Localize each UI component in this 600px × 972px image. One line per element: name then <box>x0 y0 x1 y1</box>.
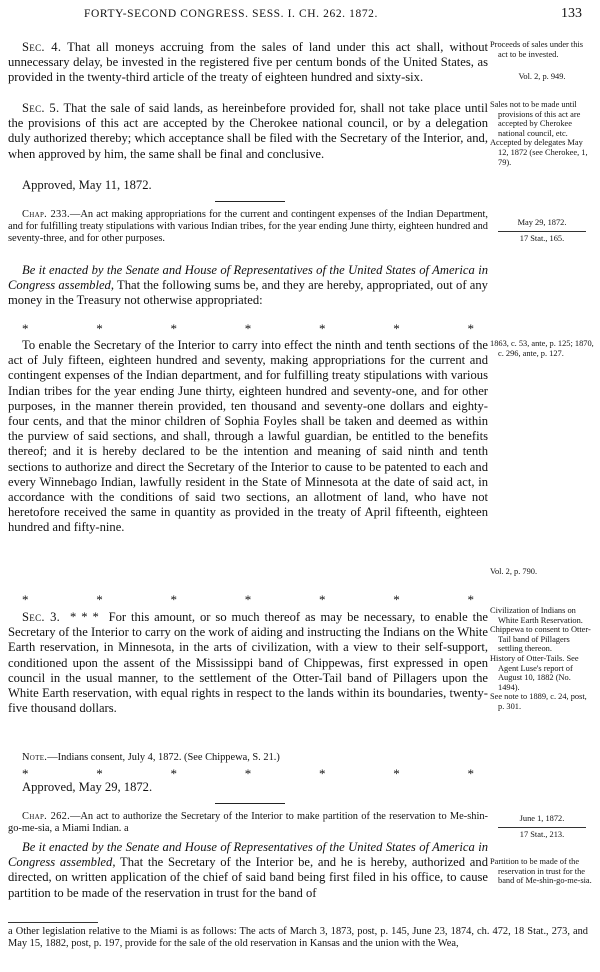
footnote: a Other legislation relative to the Miami is as follows: The acts of March 3, 1873, post, p. 145, June 23, 1874, ch. 472, 18 Stat., 273, and May 15, 1882, post, p. 197, provide for the sale of the old reservation in Kansas and the union with the Wea, <box>8 926 588 949</box>
margin-date: May 29, 1872. <box>517 218 567 227</box>
margin-note-sales <box>490 100 594 167</box>
section-text: That the sale of said lands, as hereinbefore provided for, shall not take place until the provisions of this act are accepted by the Cherokee national council, or by a delegation duly authorized thereby; which acceptance shall be filed with the Secretary of the Interior, and, when approved by him, the same shall be final and conclusive. <box>8 101 488 161</box>
omission-marks: * * * <box>70 610 99 624</box>
enacting-clause-262 <box>8 840 488 901</box>
star: * <box>96 592 103 607</box>
margin-text: Proceeds of sales under this act to be invested. <box>490 40 584 59</box>
star: * <box>319 321 326 336</box>
approval-may-11 <box>8 178 488 193</box>
note-label: Note. <box>22 752 48 763</box>
margin-text: Civilization of Indians on White Earth Reservation. <box>490 606 583 625</box>
margin-note-proceeds <box>490 40 594 59</box>
chapter-description: —An act making appropriations for the current and contingent expenses of the Indian Department, and for fulfilling treaty stipulations with various Indian tribes, for the year ending June thirty, eighteen hundred and seventy-three, and for other purposes. <box>8 209 488 244</box>
star: * <box>319 766 326 781</box>
section-label: Sec. 3. <box>22 610 61 624</box>
margin-date: June 1, 1872. <box>519 814 565 823</box>
section-text: For this amount, or so much thereof as may be necessary, to enable the Secretary of the Interior to carry on the work of aiding and instructing the Indians on the White Earth reservation, in Minnesota, in the arts of civilization, with a view to their self-support, conditioned upon the assent of the Mississippi band of Chippewas, first expressed in open council in the usual manner, to the settlement of the Otter-Tail band of Pillagers upon the White Earth reservation, with equal rights in respect to the lands within its boundaries, twenty-five thousand dollars. <box>8 610 488 716</box>
star: * <box>96 321 103 336</box>
running-header <box>0 6 600 28</box>
enacting-formula: Be it enacted by the Senate and House of Representatives of the United States of America in Congress assembled, <box>8 840 488 870</box>
section-3 <box>8 610 488 716</box>
margin-text: Partition to be made of the reservation in trust for the band of Me-shin-go-me-sia. <box>490 857 592 886</box>
section-4 <box>8 40 488 86</box>
chapter-description: —An act to authorize the Secretary of the Interior to make partition of the reservation to Me-shin-go-me-sia, a Miami Indian. a <box>8 811 488 834</box>
margin-citation: 17 Stat., 165. <box>519 233 565 243</box>
margin-text: Vol. 2, p. 790. <box>490 567 538 576</box>
omission-stars <box>8 593 488 606</box>
margin-note-date-233 <box>490 218 594 243</box>
star: * <box>319 592 326 607</box>
enacting-text: That the following sums be, and they are hereby, appropriated, out of any money in the Treasury not otherwise appropriated: <box>8 278 488 308</box>
page-number: 133 <box>561 6 582 21</box>
section-label: Sec. 4. <box>22 40 62 54</box>
star: * <box>170 592 177 607</box>
star: * <box>467 321 474 336</box>
running-head: FORTY-SECOND CONGRESS. SESS. I. CH. 262. 1872. <box>84 8 379 20</box>
margin-text: Chippewa to consent to Otter-Tail band of Pillagers settling thereon. <box>490 625 591 654</box>
footnote-rule <box>8 922 98 923</box>
note-line <box>8 752 488 764</box>
margin-text: See note to 1889, c. 24, post, p. 301. <box>490 692 587 711</box>
margin-note-date-262 <box>490 814 594 839</box>
margin-note-1863 <box>490 339 594 358</box>
margin-note-vol2-790 <box>490 567 594 577</box>
star: * <box>170 766 177 781</box>
star: * <box>467 592 474 607</box>
winnebago-paragraph <box>8 338 488 536</box>
approval-may-29 <box>8 780 488 795</box>
margin-text: Vol. 2, p. 949. <box>518 72 566 81</box>
star: * <box>393 766 400 781</box>
star: * <box>244 321 252 336</box>
omission-stars <box>8 322 488 335</box>
margin-text: Accepted by delegates May 12, 1872 (see Cherokee, 1, 79). <box>490 138 588 167</box>
star: * <box>96 766 103 781</box>
star: * <box>22 592 29 607</box>
margin-rule <box>498 231 586 232</box>
approval-line: Approved, May 29, 1872. <box>22 780 153 794</box>
chapter-label: Chap. 262. <box>22 811 70 822</box>
note-text: —Indians consent, July 4, 1872. (See Chippewa, S. 21.) <box>47 752 280 763</box>
approval-line: Approved, May 11, 1872. <box>22 178 152 192</box>
margin-text: 1863, c. 53, ante, p. 125; 1870, c. 296, ante, p. 127. <box>490 339 594 358</box>
section-5 <box>8 101 488 162</box>
enacting-clause-233 <box>8 263 488 309</box>
margin-note-vol2-949 <box>490 72 594 82</box>
star: * <box>170 321 177 336</box>
star: * <box>22 766 29 781</box>
star: * <box>467 766 474 781</box>
star: * <box>22 321 29 336</box>
margin-text: History of Otter-Tails. See Agent Luse's report of August 10, 1882 (No. 1494). <box>490 653 579 692</box>
paragraph-text: ninth and tenth sections of the act of July fifteen, eighteen hundred and seventy, making appropriations for the current and contingent expenses of the Indian department, and for fulfilling treaty stipulations with various Indian tribes for the year ending June thirty, eighteen hundred and seventy-one, and for other purposes, in the manner therein provided, ten thousand and seventy-one dollars and eighty-four cents, and that the minor children of Sophia Foyles shall be taken and deemed as within the purview of said sections, and shall, through a lawful guardian, be entitled to the benefits thereof; and it is hereby declared to be the intention and meaning of said ninth and tenth sections to authorize and direct the Secretary of the Interior to cause to be patented to each and every Winnebago Indian, lawfully resident in the State of Minnesota at the date of said act, in accordance with the conditions of said two sections, an allotment of land, who have not heretofore received the same in quantity as provided in the treaty of April fifteenth, eighteen hundred and fifty-nine. <box>8 338 488 535</box>
margin-text: Sales not to be made until provisions of this act are accepted by Cherokee national council, etc. <box>490 100 581 138</box>
chapter-label: Chap. 233. <box>22 209 70 220</box>
divider <box>215 803 285 804</box>
omission-stars <box>8 767 488 780</box>
section-label: Sec. 5. <box>22 101 60 115</box>
margin-note-partition <box>490 857 594 886</box>
margin-rule <box>498 827 586 828</box>
margin-note-civilization <box>490 606 594 712</box>
star: * <box>244 592 252 607</box>
chapter-262-title <box>8 811 488 835</box>
enacting-text: That the Secretary of the Interior be, and he is hereby, authorized and directed, on written application of the chief of said band being first filed in his office, to cause partition to be made of the reservation in trust for the band of <box>8 855 488 900</box>
star: * <box>244 766 252 781</box>
star: * <box>393 321 400 336</box>
chapter-233-title <box>8 209 488 244</box>
section-text: That all moneys accruing from the sales of land under this act shall, without unnecessary delay, be invested in the registered five per centum bonds of the United States, as provided in the twenty-third article of the treaty of eighteen hundred and sixty-six. <box>8 40 489 85</box>
enacting-formula: Be it enacted by the Senate and House of Representatives of the United States of America in Congress assembled, <box>8 263 488 293</box>
margin-citation: 17 Stat., 213. <box>519 829 565 839</box>
paragraph-text: To enable the Secretary of the Interior to carry into effect the <box>22 338 336 352</box>
star: * <box>393 592 400 607</box>
divider <box>215 201 285 202</box>
